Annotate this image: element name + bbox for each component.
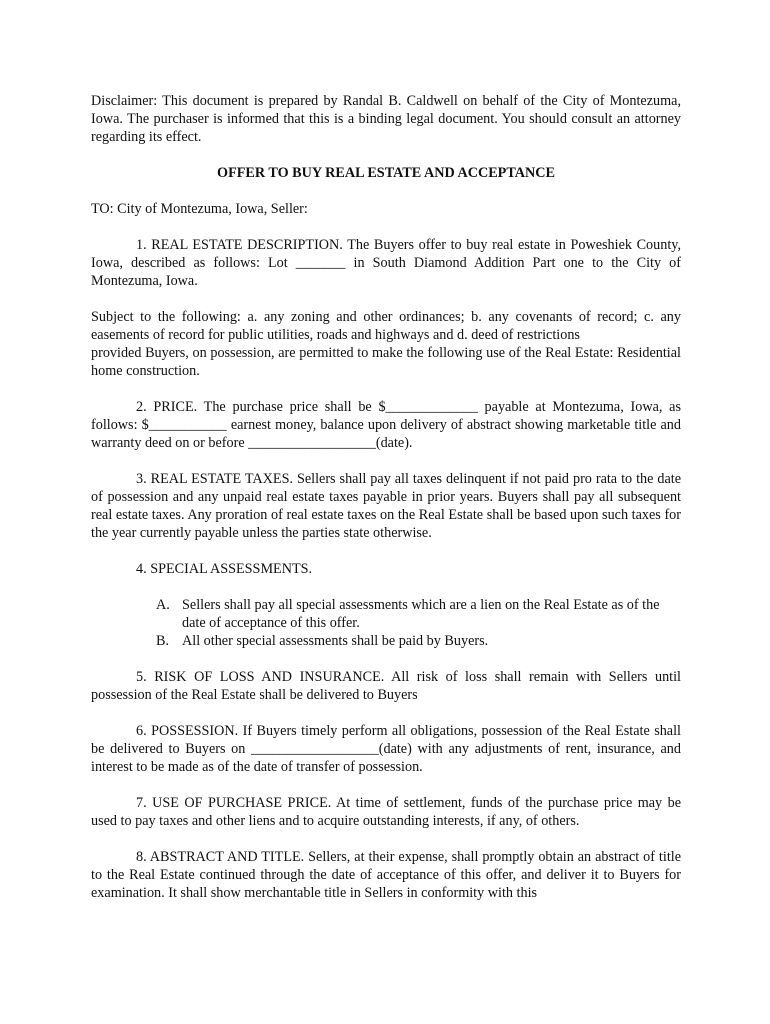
list-item-text: All other special assessments shall be paid by Buyers. — [182, 633, 489, 649]
document-title: OFFER TO BUY REAL ESTATE AND ACCEPTANCE — [217, 165, 555, 181]
list-marker: A. — [156, 597, 170, 613]
addressee-line: TO: City of Montezuma, Iowa, Seller: — [91, 201, 308, 217]
list-item — [156, 632, 681, 650]
list-item-text: Sellers shall pay all special assessments which are a lien on the Real Estate as of the date of acceptance of this offer. — [182, 597, 660, 631]
section-use-of-purchase-price: 7. USE OF PURCHASE PRICE. At time of settlement, funds of the purchase price may be used to pay taxes and other liens and to acquire outstanding interests, if any, of others. — [91, 795, 681, 829]
section-price: 2. PRICE. The purchase price shall be $_____________ payable at Montezuma, Iowa, as follows: $___________ earnest money, balance upon delivery of abstract showing marketable title and warranty deed on or before __________________(date). — [91, 399, 681, 451]
permitted-use-paragraph: provided Buyers, on possession, are permitted to make the following use of the Real Estate: Residential home construction. — [91, 345, 681, 379]
section-risk-of-loss: 5. RISK OF LOSS AND INSURANCE. All risk of loss shall remain with Sellers until possession of the Real Estate shall be delivered to Buyers — [91, 669, 681, 703]
section-possession: 6. POSSESSION. If Buyers timely perform all obligations, possession of the Real Estate shall be delivered to Buyers on __________________(date) with any adjustments of rent, insurance, and interest to be made as of the date of transfer of possession. — [91, 723, 681, 775]
disclaimer-paragraph: Disclaimer: This document is prepared by Randal B. Caldwell on behalf of the City of Montezuma, Iowa. The purchaser is informed that this is a binding legal document. You should consult an attorney regarding its effect. — [91, 93, 681, 145]
section-real-estate-description: 1. REAL ESTATE DESCRIPTION. The Buyers offer to buy real estate in Poweshiek County, Iowa, described as follows: Lot _______ in South Diamond Addition Part one to the City of Montezuma, Iowa. — [91, 237, 681, 289]
subject-to-paragraph: Subject to the following: a. any zoning and other ordinances; b. any covenants of record; c. any easements of record for public utilities, roads and highways and d. deed of restrictions — [91, 309, 681, 343]
section-abstract-and-title: 8. ABSTRACT AND TITLE. Sellers, at their expense, shall promptly obtain an abstract of title to the Real Estate continued through the date of acceptance of this offer, and deliver it to Buyers for examination. It shall show merchantable title in Sellers in conformity with this — [91, 849, 681, 901]
list-marker: B. — [156, 633, 170, 649]
section-special-assessments: 4. SPECIAL ASSESSMENTS. — [136, 561, 313, 577]
special-assessments-list — [156, 596, 681, 650]
section-real-estate-taxes: 3. REAL ESTATE TAXES. Sellers shall pay all taxes delinquent if not paid pro rata to the date of possession and any unpaid real estate taxes payable in prior years. Buyers shall pay all subsequent real estate taxes. Any proration of real estate taxes on the Real Estate shall be based upon such taxes for the year currently payable unless the parties state otherwise. — [91, 471, 681, 541]
list-item — [156, 596, 681, 632]
